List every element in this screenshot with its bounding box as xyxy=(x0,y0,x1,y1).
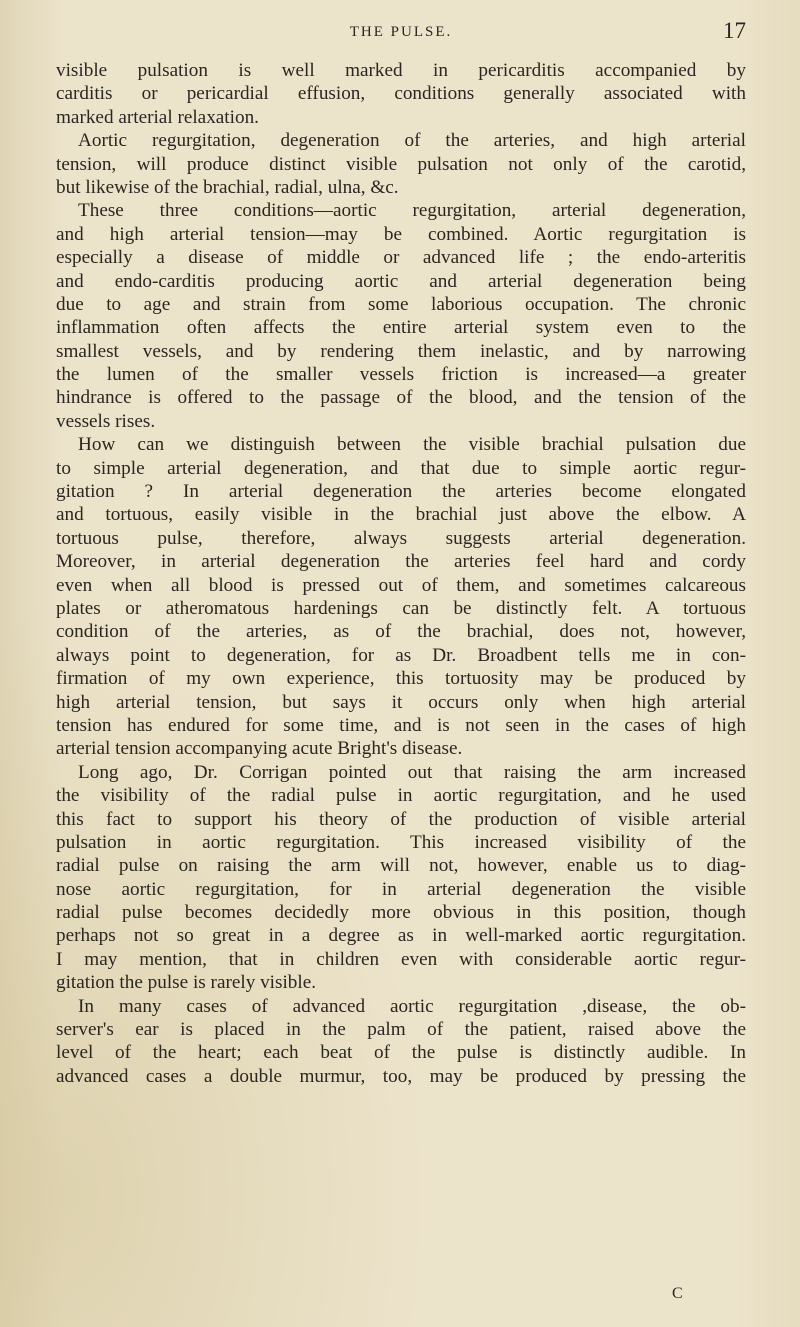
text-line: and high arterial tension—may be combined. Aortic regurgitation is xyxy=(56,223,746,245)
text-line: plates or atheromatous hardenings can be distinctly felt. A tortuous xyxy=(56,597,746,619)
text-line: gitation the pulse is rarely visible. xyxy=(56,972,317,994)
text-line: Long ago, Dr. Corrigan pointed out that raising the arm increased xyxy=(78,761,746,783)
text-line: server's ear is placed in the palm of the patient, raised above the xyxy=(56,1019,746,1041)
text-line: this fact to support his theory of the production of visible arterial xyxy=(56,808,746,830)
text-line: always point to degeneration, for as Dr. Broadbent tells me in con- xyxy=(56,644,746,666)
signature-mark: C xyxy=(672,1285,683,1302)
text-line: Aortic regurgitation, degeneration of the arteries, and high arterial xyxy=(78,130,746,152)
text-line: radial pulse on raising the arm will not, however, enable us to diag- xyxy=(56,855,746,877)
text-line: How can we distinguish between the visible brachial pulsation due xyxy=(78,434,746,456)
text-line: and tortuous, easily visible in the brachial just above the elbow. A xyxy=(56,504,746,526)
text-line: radial pulse becomes decidedly more obvious in this position, though xyxy=(56,902,746,924)
text-line: due to age and strain from some laborious occupation. The chronic xyxy=(56,293,746,315)
text-line: the lumen of the smaller vessels friction is increased—a greater xyxy=(56,364,746,386)
text-line: Moreover, in arterial degeneration the arteries feel hard and cordy xyxy=(56,551,746,573)
page-number: 17 xyxy=(723,18,746,43)
text-line: carditis or pericardial effusion, conditions generally associated with xyxy=(56,83,746,105)
text-line: even when all blood is pressed out of them, and sometimes calcareous xyxy=(56,574,746,596)
text-line: condition of the arteries, as of the brachial, does not, however, xyxy=(56,621,746,643)
text-line: advanced cases a double murmur, too, may be produced by pressing the xyxy=(56,1065,746,1087)
text-line: perhaps not so great in a degree as in well-marked aortic regurgitation. xyxy=(56,925,746,947)
text-line: nose aortic regurgitation, for in arterial degeneration the visible xyxy=(56,878,746,900)
text-line: visible pulsation is well marked in pericarditis accompanied by xyxy=(56,60,746,81)
text-line: but likewise of the brachial, radial, ulna, &c. xyxy=(56,176,399,198)
text-line: hindrance is offered to the passage of the blood, and the tension of the xyxy=(56,387,746,409)
running-head xyxy=(56,18,746,48)
body-text xyxy=(56,59,746,1088)
text-line: vessels rises. xyxy=(56,410,156,432)
running-title: THE PULSE. xyxy=(349,24,453,40)
text-line: inflammation often affects the entire arterial system even to the xyxy=(56,317,746,339)
text-line: In many cases of advanced aortic regurgitation ,disease, the ob- xyxy=(78,995,746,1017)
text-line: gitation ? In arterial degeneration the arteries become elongated xyxy=(56,481,746,503)
text-line: smallest vessels, and by rendering them inelastic, and by narrowing xyxy=(56,340,746,362)
text-line: high arterial tension, but says it occurs only when high arterial xyxy=(56,691,746,713)
text-line: to simple arterial degeneration, and that due to simple aortic regur- xyxy=(56,457,746,479)
text-line: I may mention, that in children even with considerable aortic regur- xyxy=(56,948,746,970)
text-line: tension has endured for some time, and is not seen in the cases of high xyxy=(56,714,746,736)
text-line: pulsation in aortic regurgitation. This increased visibility of the xyxy=(56,831,746,853)
text-line: the visibility of the radial pulse in aortic regurgitation, and he used xyxy=(56,785,746,807)
text-line: and endo-carditis producing aortic and arterial degeneration being xyxy=(56,270,746,292)
text-line: marked arterial relaxation. xyxy=(56,106,259,128)
text-line: firmation of my own experience, this tortuosity may be produced by xyxy=(56,668,746,690)
text-line: tortuous pulse, therefore, always suggests arterial degeneration. xyxy=(56,527,746,549)
text-line: tension, will produce distinct visible pulsation not only of the carotid, xyxy=(56,153,746,175)
text-line: These three conditions—aortic regurgitation, arterial degeneration, xyxy=(78,200,746,222)
text-line: especially a disease of middle or advanced life ; the endo-arteritis xyxy=(56,247,746,269)
text-line: arterial tension accompanying acute Bright's disease. xyxy=(56,738,463,760)
text-line: level of the heart; each beat of the pulse is distinctly audible. In xyxy=(56,1042,746,1064)
